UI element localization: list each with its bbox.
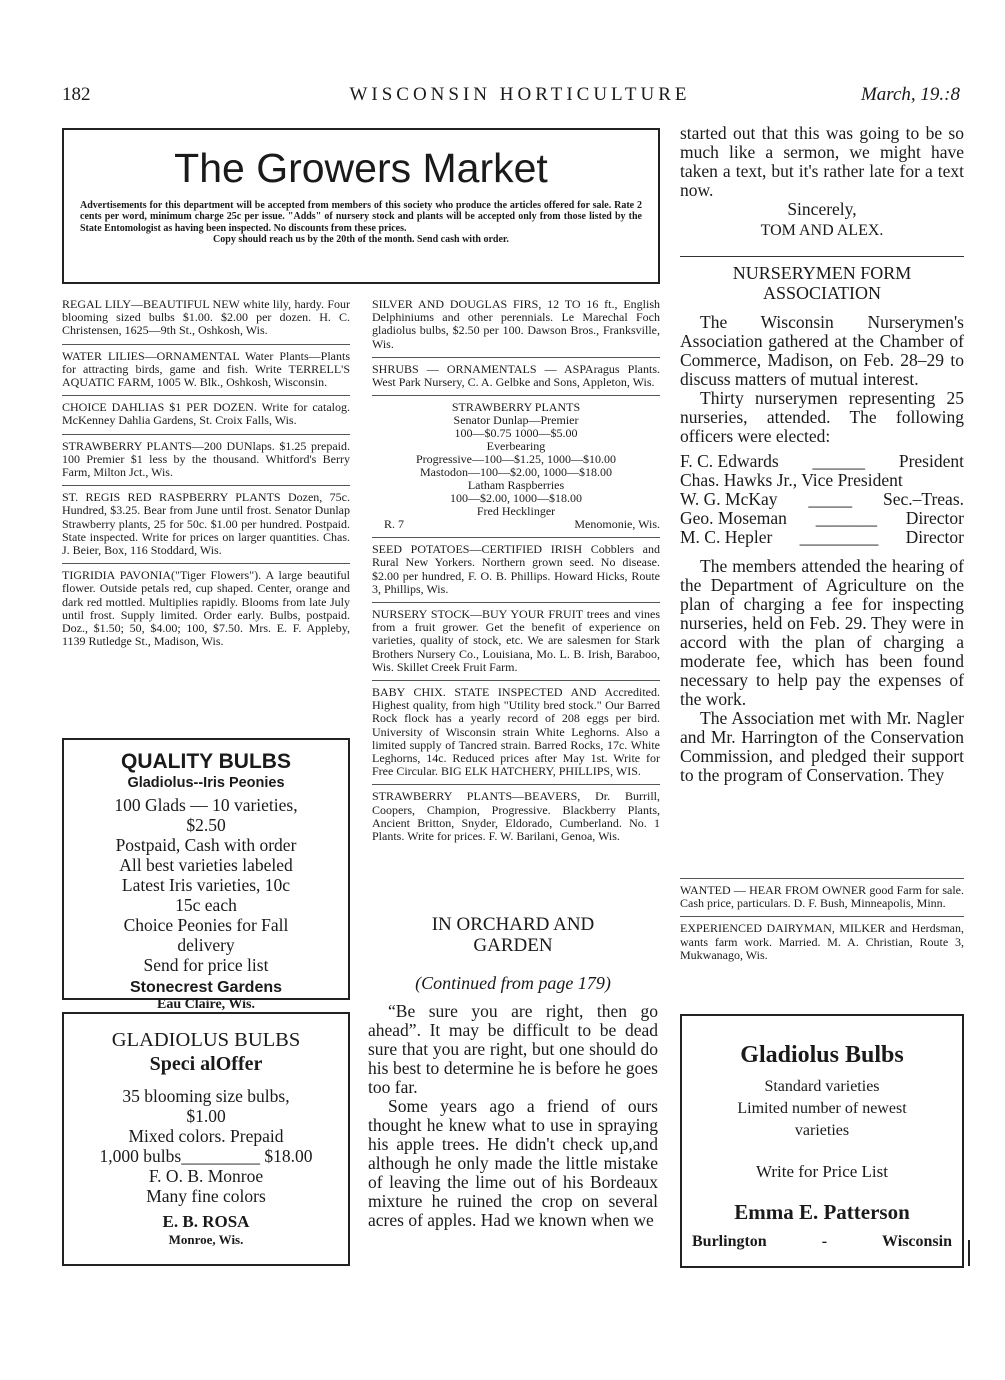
quality-bulbs-seller: Stonecrest Gardens [129, 979, 283, 996]
classified-ad: REGAL LILY—BEAUTIFUL NEW white lily, hardy. Four blooming sized bulbs $1.00. $2.00 per dozen. H. C. Christensen, 1625—9th St., Oshkosh, Wis. [62, 297, 350, 338]
ad-line: Limited number of newest [737, 1100, 907, 1117]
officer-row: Chas. Hawks Jr., Vice President [680, 470, 903, 490]
orchard-paragraph: “Be sure you are right, then go ahead”. It may be difficult to be dead sure that you are right, but one should do his best to determine he is before he goes too far. [368, 1001, 658, 1097]
ad-line: Latest Iris varieties, 10c [121, 875, 291, 895]
classified-ad: BABY CHIX. STATE INSPECTED AND Accredited. Highest quality, from high "Utility bred stock." Our Barred Rock flock has a yearly record of 208 eggs per bird. University of Wisconsin strain White Leghorns. Also a limited supply of Tancred strain. Barred Rocks, 17c. White Leghorns, 14c. Reduced prices after May 1st. Write for Free Circular. BIG ELK HATCHERY, PHILLIPS, WIS. [372, 685, 660, 779]
ad-line: varieties [794, 1122, 850, 1139]
orchard-continued: (Continued from page 179) [415, 973, 611, 993]
ad-line: 35 blooming size bulbs, [122, 1086, 290, 1106]
ad-line: 100—$0.75 1000—$5.00 [454, 426, 578, 441]
patterson-dash: - [821, 1233, 828, 1250]
ad-line: $2.50 [186, 815, 226, 835]
ad-line: STRAWBERRY PLANTS [451, 400, 581, 415]
divider [680, 916, 964, 917]
divider [680, 878, 964, 879]
orchard-article [368, 914, 658, 1230]
rosa-seller: E. B. ROSA [162, 1212, 250, 1231]
divider [372, 602, 660, 603]
divider [62, 344, 350, 345]
right-classifieds [680, 878, 964, 962]
growers-market-title: The Growers Market [174, 145, 548, 191]
ad-line: F. O. B. Monroe [148, 1166, 264, 1186]
page-number: 182 [62, 84, 91, 105]
orchard-paragraph: Some years ago a friend of ours thought he knew what to use in spraying his apple trees. He didn't check up,and although he only made the little mistake of leaving the lime out of his Bordeaux mixture he ruined the crop on several acres of apples. Had we known when we [368, 1096, 658, 1230]
ad-line: Postpaid, Cash with order [115, 835, 297, 855]
classified-ad: STRAWBERRY PLANTS—200 DUNlaps. $1.25 prepaid. 100 Premier $1 less by the thousand. Whitford's Berry Farm, Milton Jct., Wis. [62, 438, 350, 480]
ad-line: Latham Raspberries [467, 478, 565, 493]
letter-closing: Sincerely, [787, 199, 857, 219]
officers-list [680, 452, 964, 547]
patterson-state: Wisconsin [882, 1233, 952, 1250]
officer-row: M. C. Hepler _________ Director [680, 527, 964, 547]
ad-line: Standard varieties [764, 1078, 880, 1095]
letter-signature: TOM AND ALEX. [760, 222, 884, 239]
ad-line: 1,000 bulbs_________ $18.00 [99, 1146, 313, 1166]
middle-classifieds [372, 298, 660, 843]
rosa-title: GLADIOLUS BULBS [111, 1029, 301, 1051]
officer-row: F. C. Edwards ______ President [680, 451, 964, 471]
right-column [680, 124, 964, 785]
article-paragraph: The Association met with Mr. Nagler and Mr. Harrington of the Conservation Commission, and pledged their support to the program of Conservation. They [680, 708, 964, 785]
growers-market-box [62, 128, 660, 284]
ad-line: All best varieties labeled [119, 855, 293, 875]
divider [372, 357, 660, 358]
divider [372, 784, 660, 785]
classified-ad: SILVER AND DOUGLAS FIRS, 12 TO 16 ft., English Delphiniums and other perennials. Le Marechal Foch gladiolus bulbs, $2.50 per 100. Dawson Bros., Franksville, Wis. [372, 297, 660, 351]
divider [372, 395, 660, 396]
issue-date: March, 19.:8 [860, 84, 960, 105]
gladiolus-rosa-ad [62, 1012, 350, 1266]
classified-ad: NURSERY STOCK—BUY YOUR FRUIT trees and vines from a fruit grower. Get the benefit of experience on varieties, quality of stock, etc. We are salesmen for Stark Brothers Nursery Co., Louisiana, Mo. L. B. Irish, Baraboo, Wis. Skillet Creek Fruit Farm. [372, 607, 660, 674]
ad-town: Menomonie, Wis. [574, 517, 660, 532]
patterson-write: Write for Price List [756, 1162, 888, 1181]
ad-line: Mastodon—100—$2.00, 1000—$18.00 [420, 465, 612, 480]
classified-ad: CHOICE DAHLIAS $1 PER DOZEN. Write for catalog. McKenney Dahlia Gardens, St. Croix Falls, Wis. [62, 400, 350, 428]
patterson-name: Emma E. Patterson [734, 1200, 910, 1224]
divider [62, 434, 350, 435]
classified-ad: SEED POTATOES—CERTIFIED IRISH Cobblers and Rural New Yorkers. Northern grown seed. No disease. $2.00 per hundred, F. O. B. Phillips. Howard Hicks, Route 3, Phillips, Wis. [372, 542, 660, 596]
rosa-subtitle: Speci alOffer [149, 1053, 263, 1075]
ad-line: delivery [177, 935, 235, 955]
patterson-city: Burlington [692, 1233, 767, 1250]
classified-ad: WATER LILIES—ORNAMENTAL Water Plants—Plants for attracting birds, game and fish. Write TERRELL'S AQUATIC FARM, 1005 W. Blk., Oshkosh, Wisconsin. [62, 348, 350, 390]
article-paragraph: The members attended the hearing of the Department of Agriculture on the plan of charging a fee for inspecting nurseries, held on Feb. 29. They were in accord with the plan of charging a moderate fee, which has been found necessary to help pay the expenses of the work. [680, 556, 964, 709]
divider [62, 485, 350, 486]
growers-market-notice: Advertisements for this department will be accepted from members of this society who produce the articles offered for sale. Rate 2 cents per word, minimum charge 25c per issue. "Adds" of nursery stock and plants will be accepted only from those listed by the State Entomologist as having been inspected. No discounts from these prices. Copy should reach us by the 20th of the month. Send cash with order. [80, 200, 642, 246]
ad-line: 15c each [175, 895, 237, 915]
ad-line: Senator Dunlap—Premier [453, 413, 579, 428]
strawberry-hecklinger-ad [372, 401, 660, 531]
officer-row: Geo. Moseman _______ Director [680, 508, 964, 528]
growers-market-notice-last: Copy should reach us by the 20th of the month. Send cash with order. [213, 234, 509, 246]
rosa-place: Monroe, Wis. [168, 1232, 244, 1247]
quality-bulbs-place: Eau Claire, Wis. [156, 997, 256, 1012]
divider [62, 395, 350, 396]
ad-line: Many fine colors [146, 1186, 266, 1206]
patterson-ad [680, 1014, 964, 1268]
orchard-heading: IN ORCHARD AND GARDEN [431, 914, 595, 956]
classified-ad: SHRUBS — ORNAMENTALS — ASPAragus Plants. West Park Nursery, C. A. Gelbke and Sons, Appleton, Wis. [372, 361, 660, 390]
classified-ad: WANTED — HEAR FROM OWNER good Farm for sale. Cash price, particulars. D. F. Bush, Minneapolis, Minn. [680, 883, 964, 911]
patterson-title: Gladiolus Bulbs [740, 1042, 904, 1068]
quality-bulbs-subtitle: Gladiolus--Iris Peonies [127, 775, 285, 791]
divider [372, 680, 660, 681]
ad-line: 100 Glads — 10 varieties, [114, 795, 298, 815]
classified-ad: TIGRIDIA PAVONIA("Tiger Flowers"). A large beautiful flower. Outside petals red, cup shaped. Center, orange and dark red mottled. Multiplies rapidly. Blooms from late July until frost. Supply limited. Order early. Bulbs, postpaid. Doz., $1.50; 50, $4.00; 100, $7.50. Mrs. E. F. Appleby, 1139 Rutledge St., Madison, Wis. [62, 568, 350, 649]
classified-ad: ST. REGIS RED RASPBERRY PLANTS Dozen, 75c. Hundred, $3.25. Bear from June until frost. Senator Dunlap Strawberry plants, 25 for 50c. $1.00 per hundred. Postpaid. State inspected. Write for prices on larger quantities. Chas. J. Beier, Box, 116 Stoddard, Wis. [62, 490, 350, 558]
right-edge-rule [968, 1240, 970, 1266]
divider [680, 256, 964, 257]
divider [372, 537, 660, 538]
ad-route: R. 7 [384, 517, 405, 532]
article-paragraph: The Wisconsin Nurserymen's Association gathered at the Chamber of Commerce, Madison, on Feb. 28–29 to discuss matters of mutual interest. [680, 312, 964, 389]
ad-line: Everbearing [486, 439, 546, 454]
ad-line: Send for price list [143, 955, 269, 975]
ad-line: 100—$2.00, 1000—$18.00 [450, 491, 582, 506]
article-paragraph: Thirty nurserymen representing 25 nurseries, attended. The following officers were elected: [680, 388, 964, 446]
classified-ad: EXPERIENCED DAIRYMAN, MILKER and Herdsman, wants farm work. Married. M. A. Christian, Route 3, Mukwanago, Wis. [680, 921, 964, 962]
ad-line: Fred Hecklinger [476, 504, 556, 519]
classified-ad: STRAWBERRY PLANTS—BEAVERS, Dr. Burrill, Coopers, Champion, Progressive. Blackberry Plants, Ancient Britton, Snyder, Eldorado, Cumberland. No. 1 Plants. Write for prices. F. W. Barilani, Genoa, Wis. [372, 789, 660, 844]
left-classifieds [62, 298, 350, 648]
ad-line: $1.00 [186, 1106, 226, 1126]
ad-line: Mixed colors. Prepaid [128, 1126, 284, 1146]
quality-bulbs-ad [62, 738, 350, 1012]
quality-bulbs-title: QUALITY BULBS [121, 750, 291, 773]
ad-line: Choice Peonies for Fall [123, 915, 289, 935]
letter-ending: started out that this was going to be so much like a sermon, we might have taken a text, but it's rather late for a text now. [680, 123, 964, 200]
journal-title: WISCONSIN HORTICULTURE [349, 84, 691, 105]
ad-line: Progressive—100—$1.25, 1000—$10.00 [416, 452, 616, 467]
patterson-address [692, 1233, 952, 1251]
nurserymen-heading: NURSERYMEN FORM ASSOCIATION [732, 263, 912, 303]
divider [62, 563, 350, 564]
officer-row: W. G. McKay _____ Sec.–Treas. [680, 489, 964, 509]
